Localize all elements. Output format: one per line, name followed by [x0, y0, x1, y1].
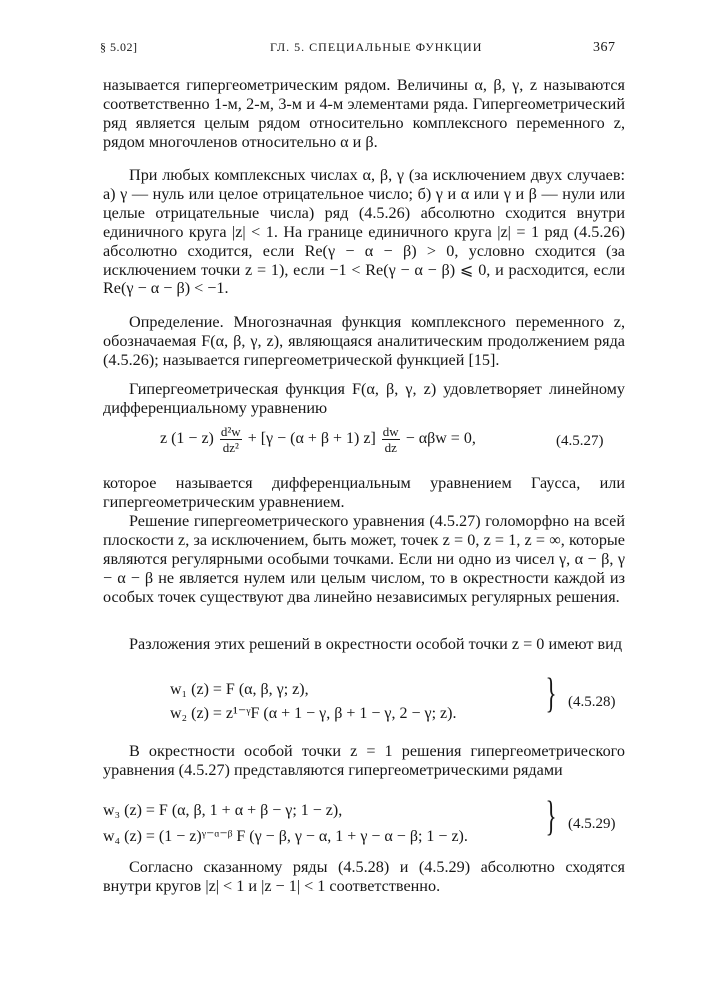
paragraph-conclusion: Согласно сказанному ряды (4.5.28) и (4.5.29) абсолютно сходятся внутри кругов |z| < 1 и |z − 1| < 1 соответственно. [103, 858, 625, 895]
brace-4-5-28: } [545, 671, 557, 717]
running-head: ГЛ. 5. СПЕЦИАЛЬНЫЕ ФУНКЦИИ [270, 40, 483, 54]
equation-4-5-27 [160, 425, 476, 454]
page-number: 367 [593, 40, 616, 55]
brace-4-5-29: } [545, 794, 557, 840]
equation-4-5-29-line1: w₃ (z) = F (α, β, 1 + α + β − γ; 1 − z), [103, 802, 343, 819]
paragraph-series-definition: называется гипергеометрическим рядом. Величины α, β, γ, z называются соответственно 1-м, 2-м, 3-м и 4-м элементами ряда. Гипергеометрический ряд является целым рядом относительно комплексного переменного z, рядом многочленов относительно α и β. [103, 76, 625, 151]
section-marker: § 5.02] [100, 40, 138, 54]
eq27-frac2-denominator: dz [384, 440, 397, 455]
paragraph-singular-point-one: В окрестности особой точки z = 1 решения гипергеометрического уравнения (4.5.27) представляются гипергеометрическими рядами [103, 742, 625, 779]
paragraph-definition: Определение. Многозначная функция комплексного переменного z, обозначаемая F(α, β, γ, z), являющаяся аналитическим продолжением ряда (4.5.26); называется гипергеометрической функцией [15]. [103, 313, 625, 369]
eq27-middle-term: + [γ − (α + β + 1) z] [247, 430, 376, 448]
paragraph-convergence: При любых комплексных числах α, β, γ (за исключением двух случаев: а) γ — нуль или целое отрицательное число; б) γ и α или γ и β — нули или целые отрицательные числа) ряд (4.5.26) абсолютно сходится внутри единичного круга |z| < 1. На границе единичного круга |z| = 1 ряд (4.5.26) абсолютно сходится, если Re(γ − α − β) > 0, условно сходится (за исключением точки z = 1), если −1 < Re(γ − α − β) ⩽ 0, и расходится, если Re(γ − α − β) < −1. [103, 166, 625, 298]
paragraph-expansions-intro: Разложения этих решений в окрестности особой точки z = 0 имеют вид [129, 635, 623, 653]
eq27-rhs: − αβw = 0, [405, 430, 476, 448]
equation-number-4-5-27: (4.5.27) [556, 433, 604, 449]
equation-number-4-5-29: (4.5.29) [568, 816, 616, 832]
eq27-second-derivative [220, 425, 242, 454]
eq27-lhs: z (1 − z) [160, 430, 214, 448]
equation-number-4-5-28: (4.5.28) [568, 694, 616, 710]
eq27-frac2-numerator: dw [382, 424, 399, 439]
paragraph-solutions: Решение гипергеометрического уравнения (4.5.27) голоморфно на всей плоскости z, за исключением, быть может, точек z = 0, z = 1, z = ∞, которые являются регулярными особыми точками. Если ни одно из чисел γ, α − β, γ − α − β не является нулем или целым числом, то в окрестности каждой из особых точек существуют два линейно независимых регулярных решения. [103, 512, 625, 606]
equation-4-5-29-line2: w₄ (z) = (1 − z)ᵞ⁻ᵅ⁻ᵝ F (γ − β, γ − α, 1 + γ − α − β; 1 − z). [103, 828, 468, 845]
equation-4-5-28-line1: w₁ (z) = F (α, β, γ; z), [170, 681, 309, 698]
equation-4-5-28-line2: w₂ (z) = z¹⁻ᵞF (α + 1 − γ, β + 1 − γ, 2 − γ; z). [170, 705, 457, 722]
eq27-first-derivative [382, 425, 400, 454]
paragraph-differential-equation-intro: Гипергеометрическая функция F(α, β, γ, z) удовлетворяет линейному дифференциальному уравнению [103, 380, 625, 417]
paragraph-gauss-equation: которое называется дифференциальным уравнением Гаусса, или гипергеометрическим уравнением. [103, 474, 625, 511]
eq27-frac1-numerator: d²w [220, 424, 241, 439]
eq27-frac1-denominator: dz² [222, 440, 239, 455]
